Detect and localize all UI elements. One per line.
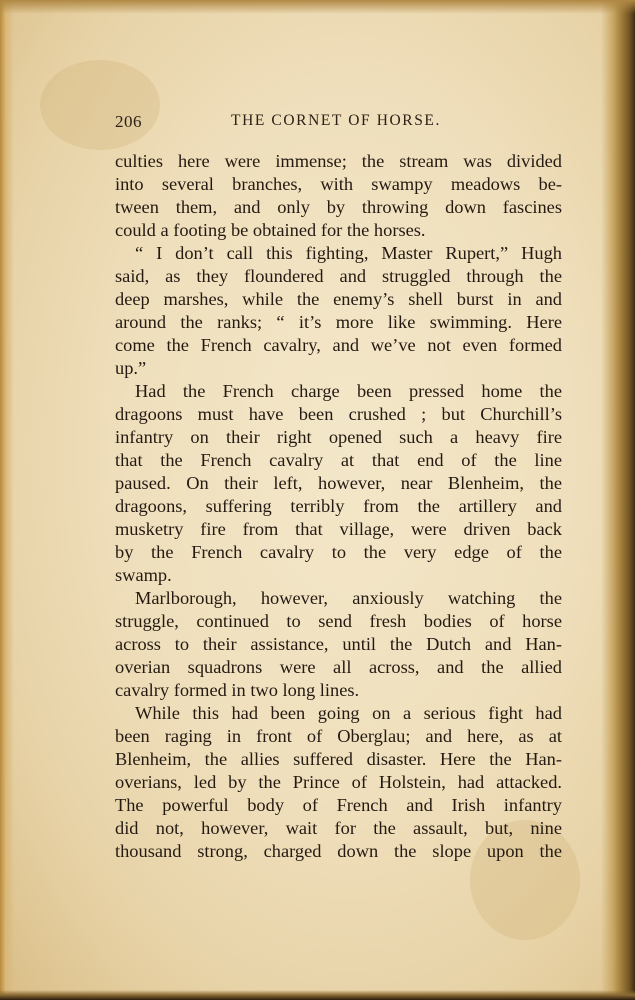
paper-stain (40, 60, 160, 150)
text-line: Marlborough, however, anxiously watching the (135, 588, 562, 608)
text-line: around the ranks; “ it’s more like swimming. Here (115, 312, 562, 332)
text-line: Blenheim, the allies suffered disaster. Here the Han- (115, 749, 562, 769)
text-line: cavalry formed in two long lines. (115, 680, 360, 700)
text-line: While this had been going on a serious fight had (135, 703, 562, 723)
body-text (115, 150, 562, 863)
text-line: culties here were immense; the stream was divided (115, 151, 562, 171)
text-line: said, as they floundered and struggled through the (115, 266, 562, 286)
text-line: been raging in front of Oberglau; and here, as at (115, 726, 562, 746)
page-top-edge (0, 0, 635, 14)
text-line: Had the French charge been pressed home the (135, 381, 562, 401)
text-line: tween them, and only by throwing down fascines (115, 197, 562, 217)
text-line: across to their assistance, until the Dutch and Han- (115, 634, 562, 654)
page-right-edge (601, 0, 635, 1000)
text-line: The powerful body of French and Irish infantry (115, 795, 562, 815)
text-line: deep marshes, while the enemy’s shell burst in and (115, 289, 562, 309)
text-line: thousand strong, charged down the slope upon the (115, 841, 562, 861)
text-line: dragoons, suffering terribly from the artillery and (115, 496, 562, 516)
text-line: overians, led by the Prince of Holstein, had attacked. (115, 772, 562, 792)
text-line: into several branches, with swampy meadows be- (115, 174, 562, 194)
running-head-title: THE CORNET OF HORSE. (231, 112, 441, 129)
text-line: dragoons must have been crushed ; but Churchill’s (115, 404, 562, 424)
text-line: by the French cavalry to the very edge of the (115, 542, 562, 562)
text-line: struggle, continued to send fresh bodies of horse (115, 611, 562, 631)
text-line: infantry on their right opened such a heavy fire (115, 427, 562, 447)
text-line: overian squadrons were all across, and the allied (115, 657, 562, 677)
text-line: musketry fire from that village, were driven back (115, 519, 562, 539)
text-line: up.” (115, 358, 147, 378)
page-number: 206 (115, 112, 142, 131)
page-bottom-edge (0, 990, 635, 1000)
text-line: that the French cavalry at that end of the line (115, 450, 562, 470)
text-line: “ I don’t call this fighting, Master Rupert,” Hugh (135, 243, 562, 263)
text-line: paused. On their left, however, near Blenheim, the (115, 473, 562, 493)
page-left-edge (0, 0, 14, 1000)
running-header (115, 112, 562, 136)
text-line: swamp. (115, 565, 172, 585)
text-line: could a footing be obtained for the horses. (115, 220, 426, 240)
text-line: did not, however, wait for the assault, but, nine (115, 818, 562, 838)
text-line: come the French cavalry, and we’ve not even formed (115, 335, 562, 355)
